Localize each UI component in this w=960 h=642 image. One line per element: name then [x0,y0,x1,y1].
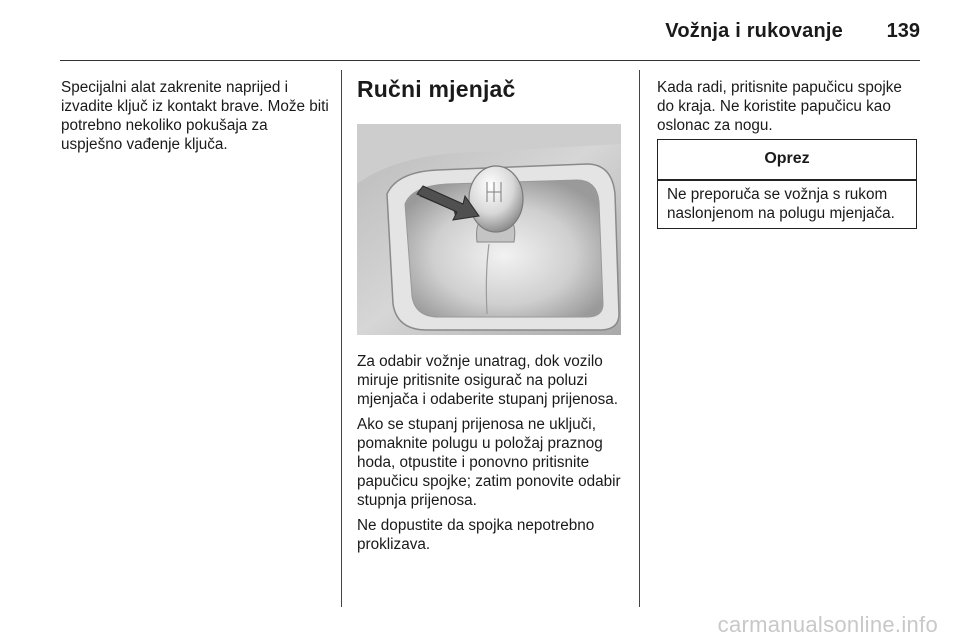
gear-shift-lever-illustration [357,124,621,335]
caution-text: Ne preporuča se vožnja s rukom naslonjenom na polugu mjenjača. [667,186,895,222]
caution-title: Oprez [764,150,810,167]
paragraph: Ne dopustite da spojka nepotrebno proklizava. [357,517,595,553]
column-3 [657,78,923,135]
column-2-text [357,352,625,560]
caution-rule [658,179,916,181]
header-rule [60,60,920,61]
column-1 [61,78,331,154]
gear-shift-icon [357,124,621,335]
paragraph: Kada radi, pritisnite papučicu spojke do kraja. Ne koristite papučicu kao oslonac za nogu. [657,79,902,134]
caution-box [657,139,917,229]
paragraph: Ako se stupanj prijenosa ne uključi, pomaknite polugu u položaj praznog hoda, otpustite i ponovno pritisnite papučicu spojke; zatim ponovite odabir stupnja prijenosa. [357,416,621,509]
section-title: Ručni mjenjač [357,76,516,102]
paragraph: Specijalni alat zakrenite naprijed i izvadite ključ iz kontakt brave. Može biti potrebno nekoliko pokušaja za uspješno vađenje ključa. [61,79,329,153]
watermark: carmanualsonline.info [717,612,938,637]
column-divider [341,70,342,607]
column-divider [639,70,640,607]
paragraph: Za odabir vožnje unatrag, dok vozilo miruje pritisnite osigurač na poluzi mjenjača i odaberite stupanj prijenosa. [357,353,619,408]
page-number: 139 [886,20,920,42]
page-header [0,0,960,60]
chapter-title: Vožnja i rukovanje [665,20,843,42]
